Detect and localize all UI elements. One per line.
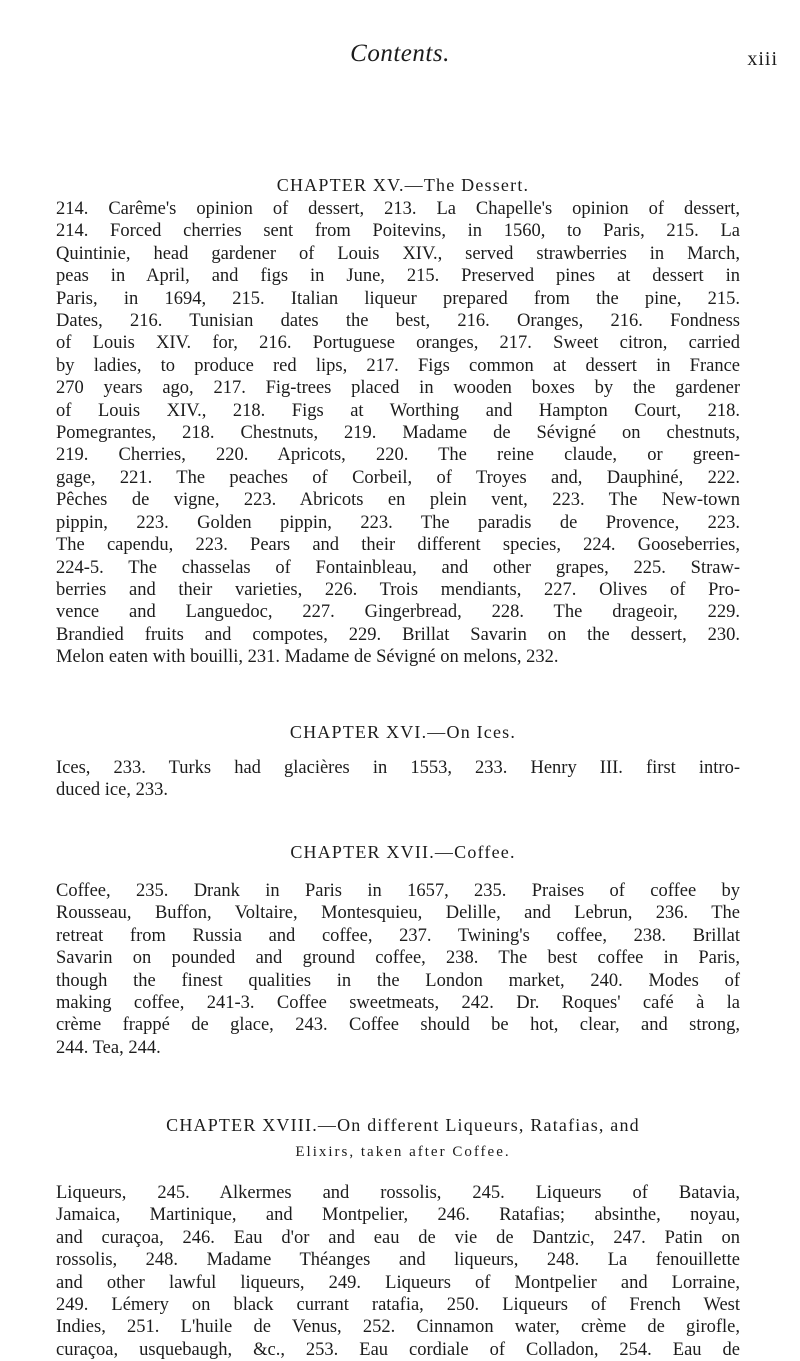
text-line: retreat from Russia and coffee, 237. Twining's coffee, 238. Brillat [56,925,740,946]
text-line: 244. Tea, 244. [56,1037,161,1058]
text-line: making coffee, 241-3. Coffee sweetmeats, 242. Dr. Roques' café à la [56,993,740,1014]
text-line: The capendu, 223. Pears and their different species, 224. Gooseberries, [56,535,740,556]
chapter-17-text [56,880,740,1059]
text-line: Liqueurs, 245. Alkermes and rossolis, 245. Liqueurs of Batavia, [56,1183,740,1203]
chapter-15-heading: CHAPTER XV.—The Dessert. [276,175,530,195]
chapter-18-title: CHAPTER XVIII.—On different Liqueurs, Ratafias, and [166,1115,640,1135]
text-line: and curaçoa, 246. Eau d'or and eau de vie de Dantzic, 247. Patin on [56,1227,740,1248]
text-line: of Louis XIV. for, 216. Portuguese oranges, 217. Sweet citron, carried [56,333,740,354]
text-line: Rousseau, Buffon, Voltaire, Montesquieu, Delille, and Lebrun, 236. The [56,903,740,924]
text-line: Coffee, 235. Drank in Paris in 1657, 235. Praises of coffee by [56,881,740,901]
text-line: 249. Lémery on black currant ratafia, 250. Liqueurs of French West [56,1295,740,1316]
chapter-18-text [56,1182,740,1361]
chapter-15-text [56,198,740,669]
chapter-17-heading: CHAPTER XVII.—Coffee. [290,842,516,862]
text-line: Pomegrantes, 218. Chestnuts, 219. Madame de Sévigné on chestnuts, [56,423,740,444]
text-line: Paris, in 1694, 215. Italian liqueur prepared from the pine, 215. [56,288,740,309]
chapter-18-subtitle: Elixirs, taken after Coffee. [295,1144,511,1160]
text-line: pippin, 223. Golden pippin, 223. The paradis de Provence, 223. [56,512,740,533]
text-line: 270 years ago, 217. Fig-trees placed in wooden boxes by the gardener [56,378,740,399]
text-line: by ladies, to produce red lips, 217. Figs common at dessert in France [56,355,740,376]
text-line: gage, 221. The peaches of Corbeil, of Troyes and, Dauphiné, 222. [56,467,740,488]
text-line: peas in April, and figs in June, 215. Preserved pines at dessert in [56,266,740,287]
text-line: crème frappé de glace, 243. Coffee should be hot, clear, and strong, [56,1015,740,1036]
text-line: duced ice, 233. [56,780,168,801]
text-line: Dates, 216. Tunisian dates the best, 216. Oranges, 216. Fondness [56,311,740,332]
text-line: Pêches de vigne, 223. Abricots en plein vent, 223. The New-town [56,490,740,511]
text-line: 214. Carême's opinion of dessert, 213. La Chapelle's opinion of dessert, [56,199,740,219]
text-line: Ices, 233. Turks had glacières in 1553, 233. Henry III. first intro- [56,758,740,778]
text-line: berries and their varieties, 226. Trois mendiants, 227. Olives of Pro- [56,579,740,600]
text-line: 214. Forced cherries sent from Poitevins, in 1560, to Paris, 215. La [56,221,740,242]
text-line: vence and Languedoc, 227. Gingerbread, 228. The drageoir, 229. [56,602,740,623]
text-line: 224-5. The chasselas of Fontainbleau, and other grapes, 225. Straw- [56,557,740,578]
text-line: Jamaica, Martinique, and Montpelier, 246. Ratafias; absinthe, noyau, [56,1205,740,1226]
text-line: rossolis, 248. Madame Théanges and liqueurs, 248. La fenouillette [56,1250,740,1271]
text-line: Melon eaten with bouilli, 231. Madame de Sévigné on melons, 232. [56,647,559,668]
text-line: 219. Cherries, 220. Apricots, 220. The reine claude, or green- [56,445,740,466]
text-line: Indies, 251. L'huile de Venus, 252. Cinnamon water, crème de girofle, [56,1317,740,1338]
text-line: though the finest qualities in the London market, 240. Modes of [56,970,740,991]
running-title: Contents. [350,40,450,67]
text-line: Brandied fruits and compotes, 229. Brillat Savarin on the dessert, 230. [56,624,740,645]
text-line: Quintinie, head gardener of Louis XIV., served strawberries in March, [56,243,740,264]
text-line: Savarin on pounded and ground coffee, 238. The best coffee in Paris, [56,948,740,969]
chapter-18-heading [66,1112,740,1166]
chapter-16-text [56,757,740,802]
text-line: and other lawful liqueurs, 249. Liqueurs of Montpelier and Lorraine, [56,1272,740,1293]
text-line: curaçoa, usquebaugh, &c., 253. Eau cordiale of Colladon, 254. Eau de [56,1339,740,1360]
page-number: xiii [747,48,778,70]
text-line: of Louis XIV., 218. Figs at Worthing and Hampton Court, 218. [56,400,740,421]
chapter-16-heading: CHAPTER XVI.—On Ices. [289,722,517,742]
